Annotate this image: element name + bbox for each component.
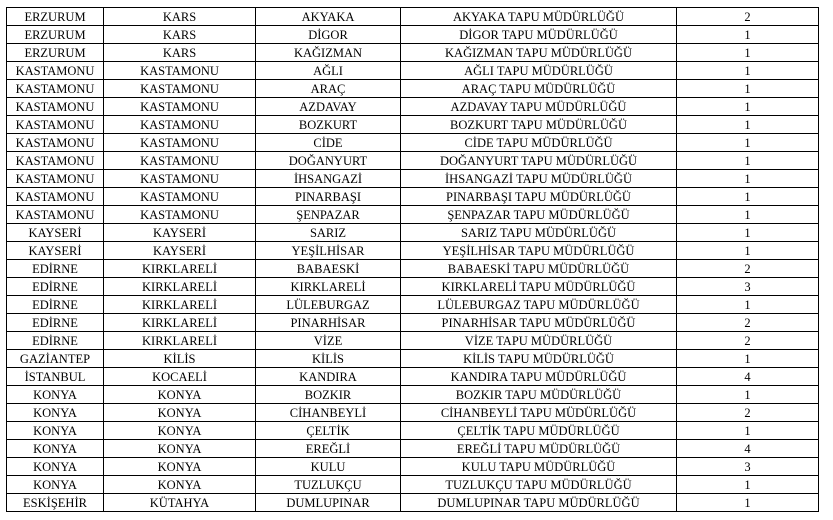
count-cell: 1 bbox=[677, 422, 819, 440]
count-cell: 1 bbox=[677, 296, 819, 314]
count-cell: 1 bbox=[677, 386, 819, 404]
district-cell: BOZKIR bbox=[256, 386, 401, 404]
district-cell: KİLİS bbox=[256, 350, 401, 368]
district-cell: BOZKURT bbox=[256, 116, 401, 134]
province-cell: KIRKLARELİ bbox=[104, 296, 256, 314]
count-cell: 2 bbox=[677, 314, 819, 332]
district-cell: PINARBAŞI bbox=[256, 188, 401, 206]
count-cell: 1 bbox=[677, 494, 819, 512]
regional-directorate-cell: KASTAMONU bbox=[7, 80, 104, 98]
office-name-cell: CİHANBEYLİ TAPU MÜDÜRLÜĞÜ bbox=[401, 404, 677, 422]
office-name-cell: DUMLUPINAR TAPU MÜDÜRLÜĞÜ bbox=[401, 494, 677, 512]
office-name-cell: DİGOR TAPU MÜDÜRLÜĞÜ bbox=[401, 26, 677, 44]
table-row bbox=[7, 278, 819, 296]
district-cell: AZDAVAY bbox=[256, 98, 401, 116]
count-cell: 1 bbox=[677, 152, 819, 170]
table-row bbox=[7, 170, 819, 188]
regional-directorate-cell: KAYSERİ bbox=[7, 224, 104, 242]
regional-directorate-cell: İSTANBUL bbox=[7, 368, 104, 386]
district-cell: KULU bbox=[256, 458, 401, 476]
table-row bbox=[7, 26, 819, 44]
regional-directorate-cell: GAZİANTEP bbox=[7, 350, 104, 368]
province-cell: KARS bbox=[104, 8, 256, 26]
count-cell: 1 bbox=[677, 476, 819, 494]
office-name-cell: AZDAVAY TAPU MÜDÜRLÜĞÜ bbox=[401, 98, 677, 116]
province-cell: KIRKLARELİ bbox=[104, 278, 256, 296]
district-cell: AKYAKA bbox=[256, 8, 401, 26]
office-name-cell: SARIZ TAPU MÜDÜRLÜĞÜ bbox=[401, 224, 677, 242]
district-cell: KIRKLARELİ bbox=[256, 278, 401, 296]
table-row bbox=[7, 422, 819, 440]
office-name-cell: CİDE TAPU MÜDÜRLÜĞÜ bbox=[401, 134, 677, 152]
district-cell: YEŞİLHİSAR bbox=[256, 242, 401, 260]
province-cell: KÜTAHYA bbox=[104, 494, 256, 512]
office-name-cell: KİLİS TAPU MÜDÜRLÜĞÜ bbox=[401, 350, 677, 368]
count-cell: 1 bbox=[677, 44, 819, 62]
count-cell: 4 bbox=[677, 440, 819, 458]
table-row bbox=[7, 242, 819, 260]
province-cell: KONYA bbox=[104, 386, 256, 404]
district-cell: ARAÇ bbox=[256, 80, 401, 98]
regional-directorate-cell: KASTAMONU bbox=[7, 116, 104, 134]
regional-directorate-cell: ERZURUM bbox=[7, 8, 104, 26]
office-name-cell: EREĞLİ TAPU MÜDÜRLÜĞÜ bbox=[401, 440, 677, 458]
regional-directorate-cell: KONYA bbox=[7, 476, 104, 494]
count-cell: 1 bbox=[677, 116, 819, 134]
table-row bbox=[7, 386, 819, 404]
table-row bbox=[7, 224, 819, 242]
province-cell: KASTAMONU bbox=[104, 206, 256, 224]
count-cell: 4 bbox=[677, 368, 819, 386]
district-cell: EREĞLİ bbox=[256, 440, 401, 458]
office-name-cell: ARAÇ TAPU MÜDÜRLÜĞÜ bbox=[401, 80, 677, 98]
count-cell: 1 bbox=[677, 80, 819, 98]
regional-directorate-cell: EDİRNE bbox=[7, 332, 104, 350]
district-cell: CİHANBEYLİ bbox=[256, 404, 401, 422]
count-cell: 1 bbox=[677, 62, 819, 80]
district-cell: DUMLUPINAR bbox=[256, 494, 401, 512]
district-cell: CİDE bbox=[256, 134, 401, 152]
table-row bbox=[7, 80, 819, 98]
office-name-cell: KAĞIZMAN TAPU MÜDÜRLÜĞÜ bbox=[401, 44, 677, 62]
regional-directorate-cell: KASTAMONU bbox=[7, 98, 104, 116]
regional-directorate-cell: KONYA bbox=[7, 404, 104, 422]
office-name-cell: İHSANGAZİ TAPU MÜDÜRLÜĞÜ bbox=[401, 170, 677, 188]
office-name-cell: YEŞİLHİSAR TAPU MÜDÜRLÜĞÜ bbox=[401, 242, 677, 260]
table-row bbox=[7, 44, 819, 62]
office-name-cell: BOZKIR TAPU MÜDÜRLÜĞÜ bbox=[401, 386, 677, 404]
count-cell: 1 bbox=[677, 242, 819, 260]
regional-directorate-cell: ERZURUM bbox=[7, 26, 104, 44]
office-name-cell: AKYAKA TAPU MÜDÜRLÜĞÜ bbox=[401, 8, 677, 26]
count-cell: 3 bbox=[677, 458, 819, 476]
count-cell: 1 bbox=[677, 98, 819, 116]
table-row bbox=[7, 350, 819, 368]
table-row bbox=[7, 314, 819, 332]
regional-directorate-cell: KAYSERİ bbox=[7, 242, 104, 260]
regional-directorate-cell: KASTAMONU bbox=[7, 152, 104, 170]
province-cell: KIRKLARELİ bbox=[104, 260, 256, 278]
office-name-cell: PINARHİSAR TAPU MÜDÜRLÜĞÜ bbox=[401, 314, 677, 332]
regional-directorate-cell: KONYA bbox=[7, 386, 104, 404]
table-row bbox=[7, 296, 819, 314]
district-cell: KAĞIZMAN bbox=[256, 44, 401, 62]
province-cell: KİLİS bbox=[104, 350, 256, 368]
regional-directorate-cell: EDİRNE bbox=[7, 314, 104, 332]
table-row bbox=[7, 62, 819, 80]
table-row bbox=[7, 188, 819, 206]
district-cell: LÜLEBURGAZ bbox=[256, 296, 401, 314]
office-name-cell: LÜLEBURGAZ TAPU MÜDÜRLÜĞÜ bbox=[401, 296, 677, 314]
office-name-cell: KIRKLARELİ TAPU MÜDÜRLÜĞÜ bbox=[401, 278, 677, 296]
district-cell: PINARHİSAR bbox=[256, 314, 401, 332]
district-cell: TUZLUKÇU bbox=[256, 476, 401, 494]
province-cell: KARS bbox=[104, 44, 256, 62]
office-name-cell: KANDIRA TAPU MÜDÜRLÜĞÜ bbox=[401, 368, 677, 386]
count-cell: 1 bbox=[677, 224, 819, 242]
office-name-cell: KULU TAPU MÜDÜRLÜĞÜ bbox=[401, 458, 677, 476]
count-cell: 1 bbox=[677, 350, 819, 368]
province-cell: KAYSERİ bbox=[104, 242, 256, 260]
province-cell: KASTAMONU bbox=[104, 188, 256, 206]
province-cell: KASTAMONU bbox=[104, 152, 256, 170]
district-cell: İHSANGAZİ bbox=[256, 170, 401, 188]
province-cell: KOCAELİ bbox=[104, 368, 256, 386]
office-name-cell: PINARBAŞI TAPU MÜDÜRLÜĞÜ bbox=[401, 188, 677, 206]
province-cell: KONYA bbox=[104, 422, 256, 440]
office-name-cell: BABAESKİ TAPU MÜDÜRLÜĞÜ bbox=[401, 260, 677, 278]
province-cell: KIRKLARELİ bbox=[104, 332, 256, 350]
office-name-cell: ÇELTİK TAPU MÜDÜRLÜĞÜ bbox=[401, 422, 677, 440]
table-row bbox=[7, 332, 819, 350]
count-cell: 1 bbox=[677, 26, 819, 44]
province-cell: KONYA bbox=[104, 476, 256, 494]
regional-directorate-cell: ESKİŞEHİR bbox=[7, 494, 104, 512]
count-cell: 3 bbox=[677, 278, 819, 296]
table-row bbox=[7, 260, 819, 278]
province-cell: KASTAMONU bbox=[104, 134, 256, 152]
regional-directorate-cell: ERZURUM bbox=[7, 44, 104, 62]
district-cell: BABAESKİ bbox=[256, 260, 401, 278]
office-name-cell: VİZE TAPU MÜDÜRLÜĞÜ bbox=[401, 332, 677, 350]
table-row bbox=[7, 152, 819, 170]
province-cell: KONYA bbox=[104, 440, 256, 458]
count-cell: 1 bbox=[677, 188, 819, 206]
table-row bbox=[7, 134, 819, 152]
table-row bbox=[7, 476, 819, 494]
province-cell: KASTAMONU bbox=[104, 116, 256, 134]
district-cell: VİZE bbox=[256, 332, 401, 350]
office-name-cell: AĞLI TAPU MÜDÜRLÜĞÜ bbox=[401, 62, 677, 80]
count-cell: 2 bbox=[677, 8, 819, 26]
province-cell: KARS bbox=[104, 26, 256, 44]
regional-directorate-cell: KASTAMONU bbox=[7, 134, 104, 152]
count-cell: 1 bbox=[677, 170, 819, 188]
office-name-cell: BOZKURT TAPU MÜDÜRLÜĞÜ bbox=[401, 116, 677, 134]
regional-directorate-cell: KASTAMONU bbox=[7, 62, 104, 80]
count-cell: 1 bbox=[677, 206, 819, 224]
table-row bbox=[7, 116, 819, 134]
regional-directorate-cell: KASTAMONU bbox=[7, 206, 104, 224]
table-body bbox=[7, 8, 819, 512]
count-cell: 2 bbox=[677, 332, 819, 350]
count-cell: 1 bbox=[677, 134, 819, 152]
office-name-cell: DOĞANYURT TAPU MÜDÜRLÜĞÜ bbox=[401, 152, 677, 170]
regional-directorate-cell: KASTAMONU bbox=[7, 170, 104, 188]
district-cell: AĞLI bbox=[256, 62, 401, 80]
document-page bbox=[6, 7, 819, 512]
tapu-mudurlugu-table bbox=[6, 7, 819, 512]
province-cell: KASTAMONU bbox=[104, 62, 256, 80]
province-cell: KASTAMONU bbox=[104, 98, 256, 116]
table-row bbox=[7, 368, 819, 386]
district-cell: SARIZ bbox=[256, 224, 401, 242]
regional-directorate-cell: EDİRNE bbox=[7, 296, 104, 314]
province-cell: KIRKLARELİ bbox=[104, 314, 256, 332]
table-row bbox=[7, 458, 819, 476]
count-cell: 2 bbox=[677, 404, 819, 422]
table-row bbox=[7, 206, 819, 224]
table-row bbox=[7, 440, 819, 458]
regional-directorate-cell: KONYA bbox=[7, 422, 104, 440]
table-row bbox=[7, 8, 819, 26]
regional-directorate-cell: KASTAMONU bbox=[7, 188, 104, 206]
table-row bbox=[7, 404, 819, 422]
district-cell: DİGOR bbox=[256, 26, 401, 44]
regional-directorate-cell: KONYA bbox=[7, 458, 104, 476]
province-cell: KASTAMONU bbox=[104, 80, 256, 98]
office-name-cell: TUZLUKÇU TAPU MÜDÜRLÜĞÜ bbox=[401, 476, 677, 494]
province-cell: KAYSERİ bbox=[104, 224, 256, 242]
regional-directorate-cell: KONYA bbox=[7, 440, 104, 458]
district-cell: ÇELTİK bbox=[256, 422, 401, 440]
table-row bbox=[7, 494, 819, 512]
district-cell: ŞENPAZAR bbox=[256, 206, 401, 224]
regional-directorate-cell: EDİRNE bbox=[7, 260, 104, 278]
province-cell: KONYA bbox=[104, 404, 256, 422]
table-row bbox=[7, 98, 819, 116]
province-cell: KASTAMONU bbox=[104, 170, 256, 188]
regional-directorate-cell: EDİRNE bbox=[7, 278, 104, 296]
province-cell: KONYA bbox=[104, 458, 256, 476]
district-cell: DOĞANYURT bbox=[256, 152, 401, 170]
district-cell: KANDIRA bbox=[256, 368, 401, 386]
count-cell: 2 bbox=[677, 260, 819, 278]
office-name-cell: ŞENPAZAR TAPU MÜDÜRLÜĞÜ bbox=[401, 206, 677, 224]
